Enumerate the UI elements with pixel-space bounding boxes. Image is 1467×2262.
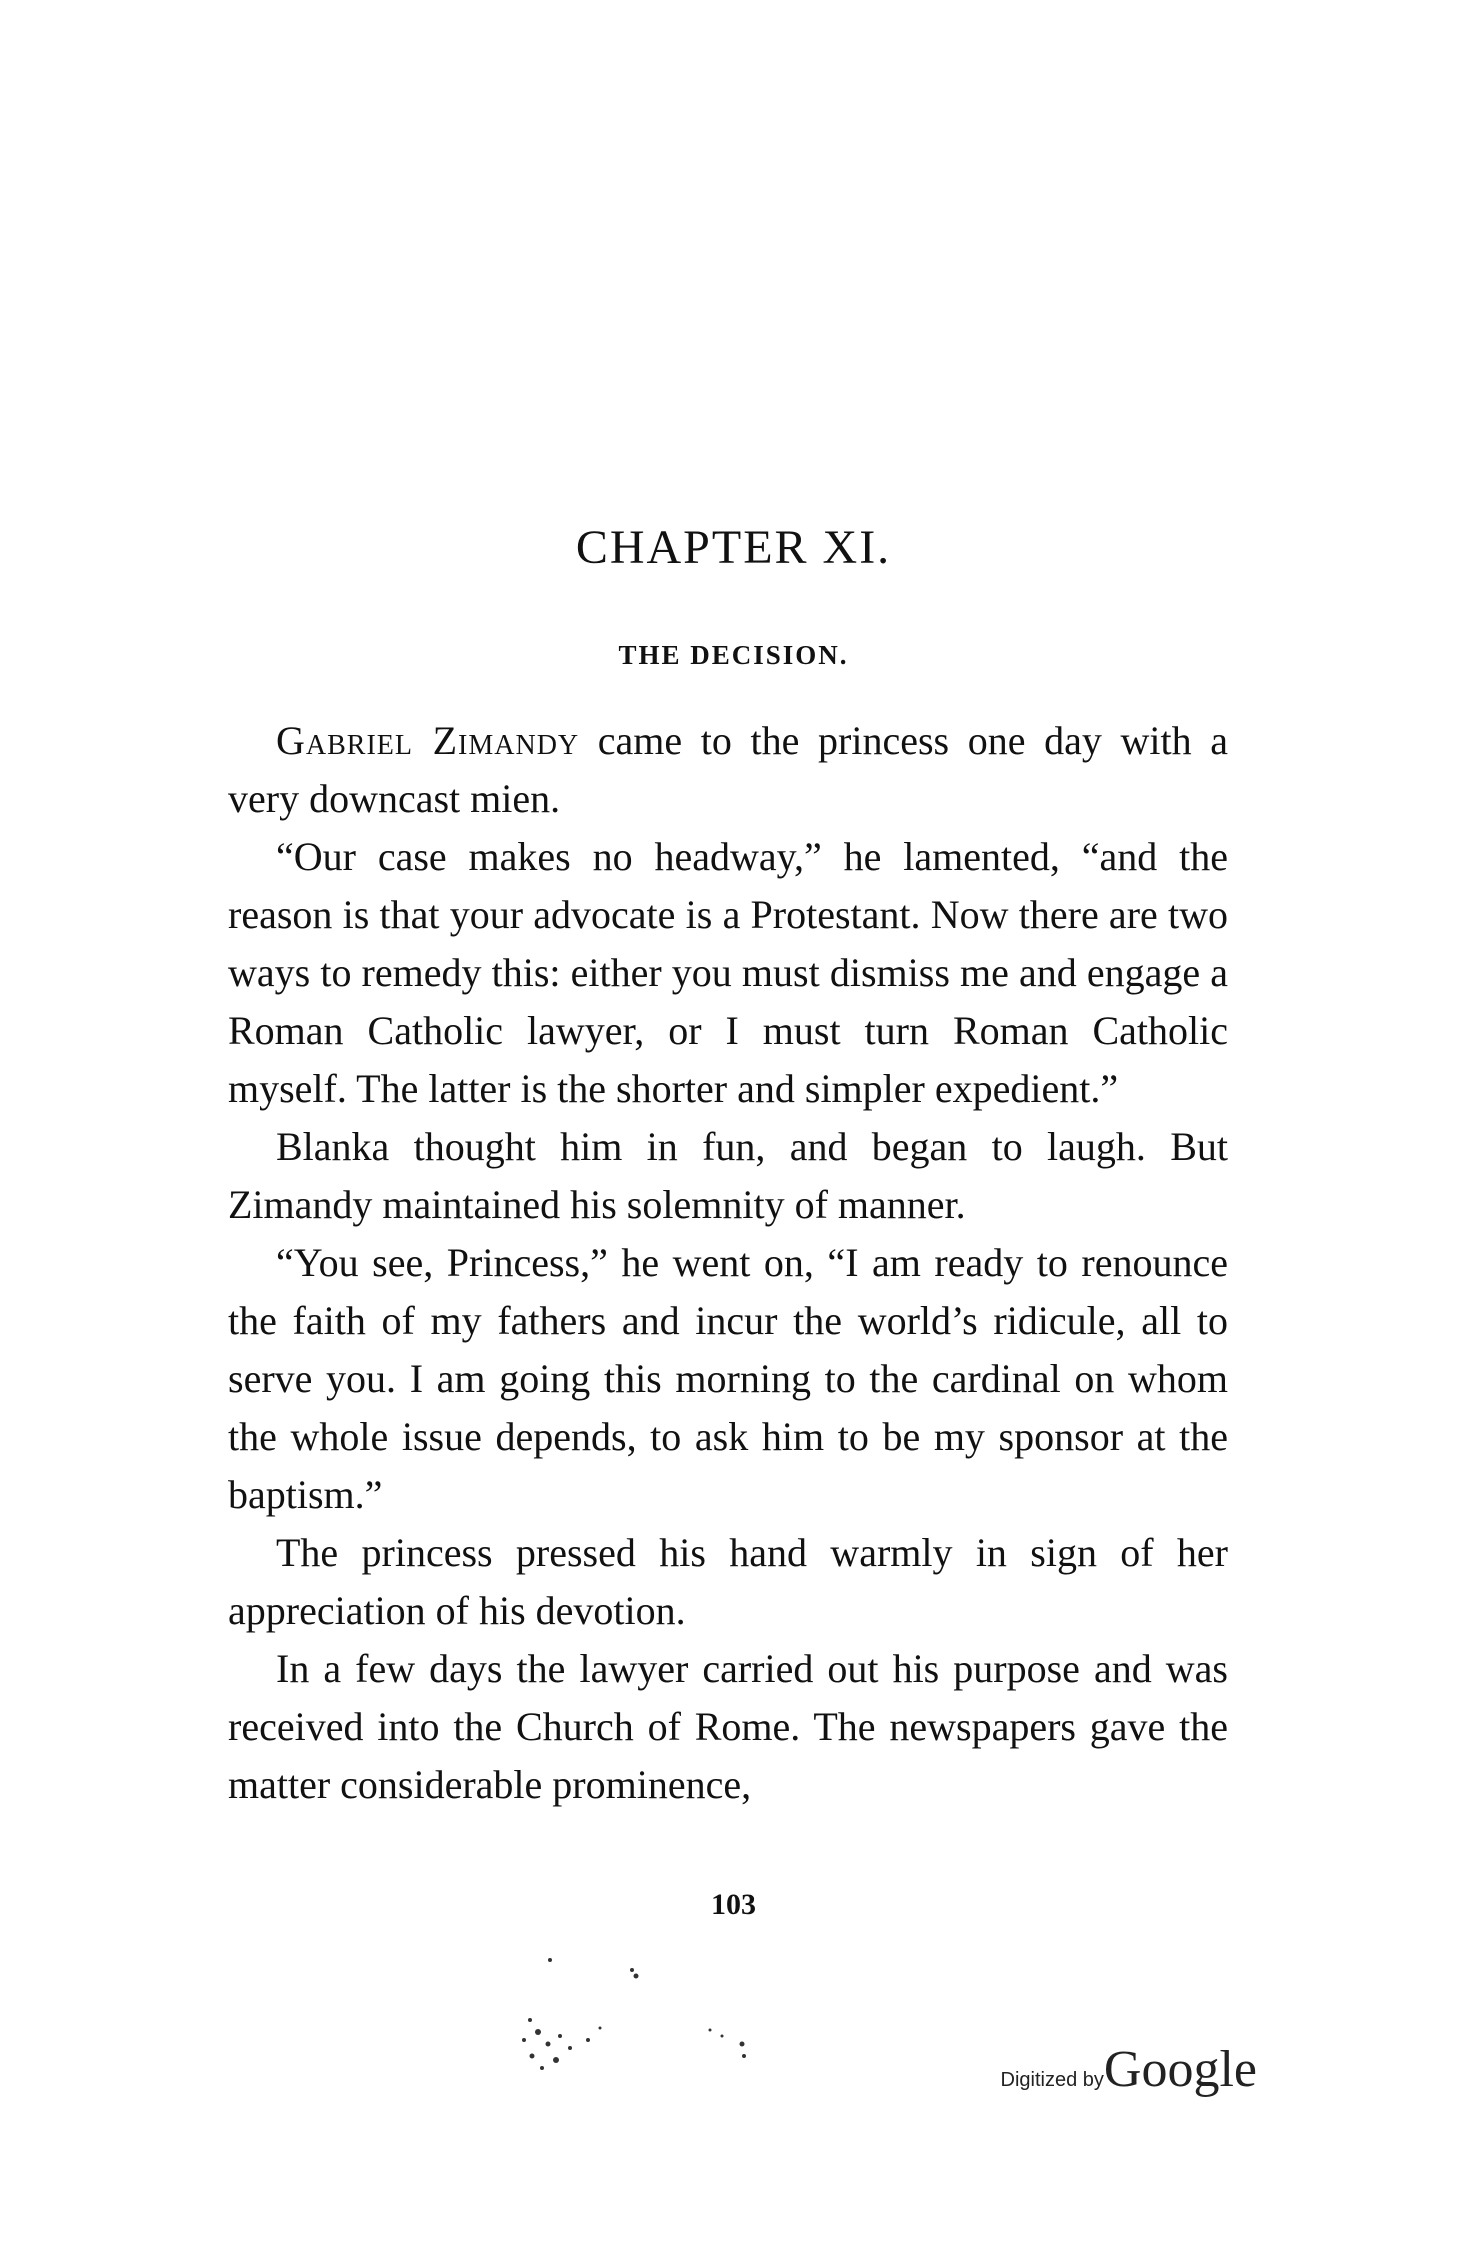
chapter-title: CHAPTER XI. (575, 521, 892, 574)
paragraph: “Our case makes no headway,” he lamented, “and the reason is that your advocate is a Protestant. Now there are two ways to remedy this: either you must dismiss me and engage a Roman Catholic lawyer, or I must turn Roman Catholic myself. The latter is the shorter and simpler expedient.” (228, 834, 1228, 1111)
paragraph: Blanka thought him in fun, and began to laugh. But Zimandy maintained his solemnity of manner. (228, 1124, 1228, 1227)
google-logo: Google (1103, 2041, 1257, 2098)
chapter-subtitle: THE DECISION. (618, 640, 849, 670)
watermark-prefix: Digitized by (1000, 2069, 1104, 2091)
paragraph: “You see, Princess,” he went on, “I am ready to renounce the faith of my fathers and incur the world’s ridicule, all to serve you. I am going this morning to the cardinal on whom the whole issue depends, to ask him to be my sponsor at the baptism.” (228, 1240, 1228, 1517)
paragraph-text: came to the princess one day with a very downcast mien. (228, 718, 1228, 821)
paragraph: The princess pressed his hand warmly in sign of her appreciation of his devotion. (228, 1530, 1228, 1633)
body-text (228, 712, 1228, 1814)
paragraph (228, 712, 1228, 828)
digitized-by-google-watermark (1001, 2040, 1257, 2099)
page-number: 103 (711, 1888, 756, 1921)
scan-speckles (460, 1940, 860, 2100)
paragraph: In a few days the lawyer carried out his purpose and was received into the Church of Rome. The newspapers gave the matter considerable prominence, (228, 1646, 1228, 1807)
paragraph-lead: Gabriel Zimandy (276, 718, 580, 763)
